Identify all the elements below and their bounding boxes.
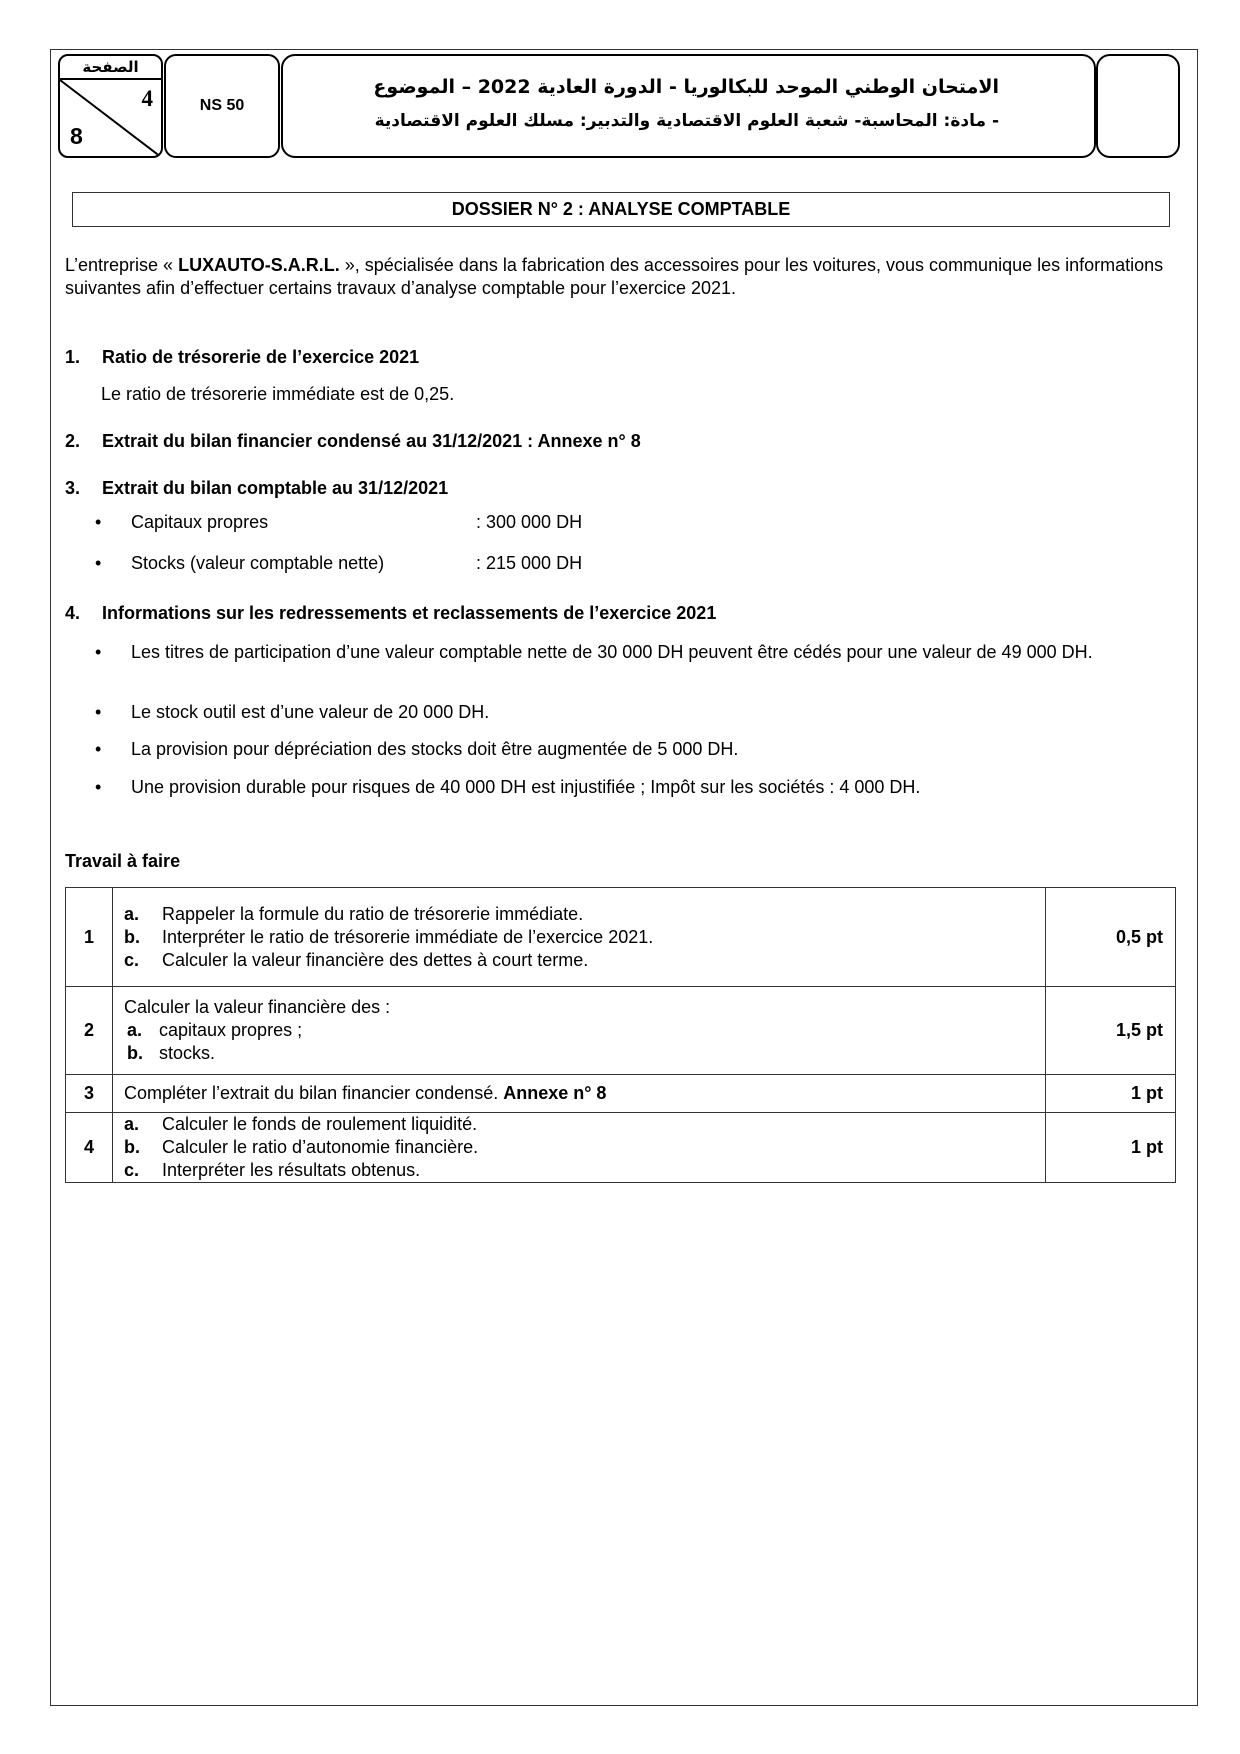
table-row: 1 a. Rappeler la formule du ratio de trésorerie immédiate. b. Interpréter le ratio de trésorerie immédiate de l’exercice 2021. c. Calculer la valeur financière des dettes à court terme. 0,5 pt [66, 888, 1176, 987]
dossier-title: DOSSIER N° 2 : ANALYSE COMPTABLE [72, 192, 1170, 227]
header-empty-box [1096, 54, 1180, 158]
exam-code-box [164, 54, 280, 158]
tasks-table [65, 887, 1176, 1183]
page-total: 8 [70, 123, 83, 149]
table-row: 2 Calculer la valeur financière des : a. capitaux propres ; b. stocks. 1,5 pt [66, 987, 1176, 1075]
bullet-icon: • [95, 512, 102, 532]
company-name: LUXAUTO-S.A.R.L. [178, 255, 340, 275]
intro-prefix: L’entreprise « [65, 255, 179, 275]
intro-paragraph [65, 254, 1175, 300]
points: 0,5 pt [1046, 888, 1176, 987]
points: 1 pt [1046, 1113, 1176, 1183]
exam-title-line1: الامتحان الوطني الموحد للبكالوريا - الدورة العادية 2022 – الموضوع [373, 76, 999, 98]
page-number: 4 [141, 86, 153, 111]
bullet-icon: • [95, 642, 102, 662]
bullet-icon: • [95, 739, 102, 759]
bullet-icon: • [95, 553, 102, 573]
exam-title-line2: - مادة: المحاسبة- شعبة العلوم الاقتصادية والتدبير: مسلك العلوم الاقتصادية [374, 111, 999, 131]
section-3-title: 3. Extrait du bilan comptable au 31/12/2021 [65, 478, 449, 498]
intro-suffix: », spécialisée dans la fabrication des accessoires pour les voitures, vous communique les informations suivantes afin d’effectuer certains travaux d’analyse comptable pour l’exercice 2021. [65, 255, 1164, 298]
section-4-title: 4. Informations sur les redressements et reclassements de l’exercice 2021 [65, 603, 717, 623]
exam-code: NS 50 [199, 97, 245, 114]
section-1-title: 1. Ratio de trésorerie de l’exercice 2021 [65, 347, 420, 367]
section-1-text: Le ratio de trésorerie immédiate est de 0,25. [101, 384, 455, 404]
points: 1 pt [1046, 1075, 1176, 1113]
exam-title-box [281, 54, 1096, 158]
points: 1,5 pt [1046, 987, 1176, 1075]
bullet-icon: • [95, 702, 102, 722]
page-number-box [58, 54, 163, 158]
table-row: 4 a. Calculer le fonds de roulement liquidité. b. Calculer le ratio d’autonomie financière. c. Interpréter les résultats obtenus. 1 pt [66, 1113, 1176, 1183]
table-row: 3 Compléter l’extrait du bilan financier condensé. Annexe n° 8 1 pt [66, 1075, 1176, 1113]
bullet-icon: • [95, 777, 102, 797]
page-label: الصفحة [60, 56, 161, 80]
section-2-title: 2. Extrait du bilan financier condensé au 31/12/2021 : Annexe n° 8 [65, 431, 641, 451]
travail-title: Travail à faire [65, 851, 181, 871]
